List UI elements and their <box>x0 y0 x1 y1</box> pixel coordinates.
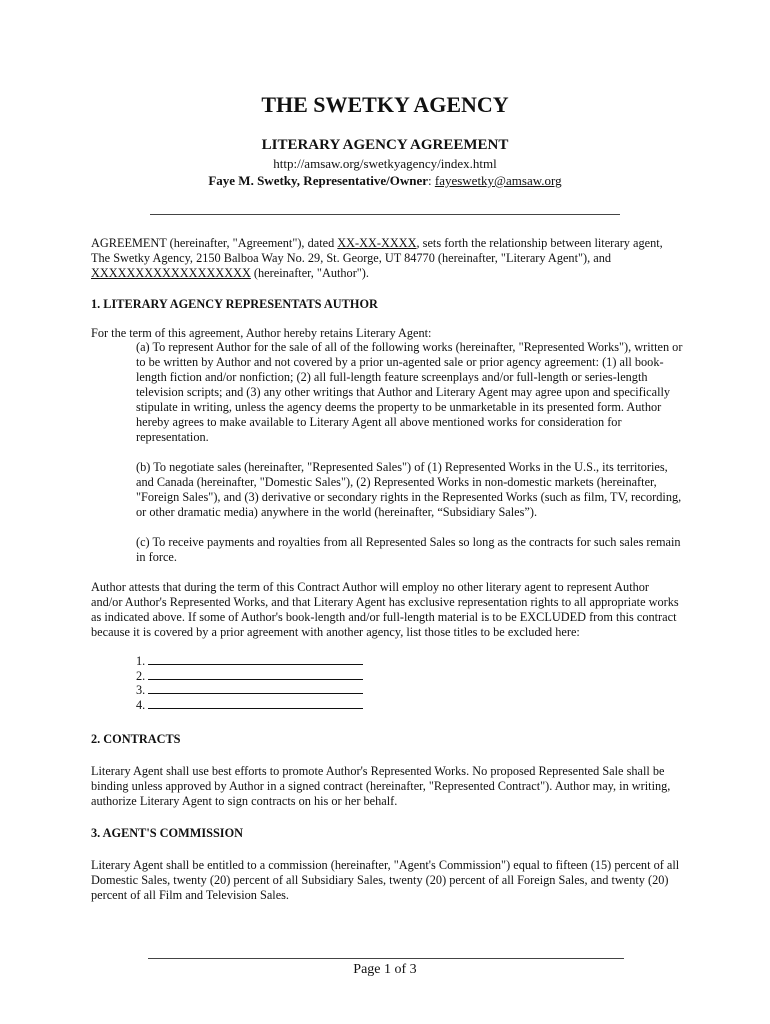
page-number: Page 1 of 3 <box>353 962 417 977</box>
intro-text-1: AGREEMENT (hereinafter, "Agreement"), dated <box>91 236 338 250</box>
attestation-paragraph: Author attests that during the term of this Contract Author will employ no other literary agent to represent Author and/or Author's Represented Works, and that Literary Agent has exclusive representation rights to all appropriate works as indicated above. If some of Author's book-length and/or full-length material is to be EXCLUDED from this contract because it is covered by a prior agreement with another agency, list those titles to be excluded here: <box>91 580 679 639</box>
excluded-title-3: 3. <box>136 683 363 698</box>
section-1-lead: For the term of this agreement, Author hereby retains Literary Agent: <box>91 326 432 340</box>
agreement-date: XX-XX-XXXX <box>337 236 417 250</box>
section-3-heading: 3. AGENT'S COMMISSION <box>91 826 244 840</box>
excluded-title-4: 4. <box>136 698 363 713</box>
title-blank-3[interactable] <box>148 683 363 694</box>
author-name: XXXXXXXXXXXXXXXXXX <box>91 266 251 280</box>
intro-text-3: (hereinafter, "Author"). <box>250 266 369 280</box>
excluded-titles-list <box>136 654 363 712</box>
owner-separator: : <box>427 173 435 188</box>
title-blank-4[interactable] <box>148 698 363 709</box>
document-title: LITERARY AGENCY AGREEMENT <box>261 137 509 153</box>
header-divider <box>150 214 620 215</box>
footer-divider <box>148 958 624 959</box>
owner-name: Faye M. Swetky, Representative/Owner <box>208 173 428 188</box>
clause-a: (a) To represent Author for the sale of all of the following works (hereinafter, "Represented Works"), written or to be written by Author and not covered by a prior un-agented sale or prior agency agreement: (1) all book-length fiction and/or nonfiction; (2) all full-length feature screenplays and/or full-length or series-length television scripts; and (3) any other writings that Author and Literary Agent may agree upon and specifically stipulate in writing, unless the agency deems the property to be unmarketable in its presented form. Author hereby agrees to make available to Literary Agent all above mentioned works for consideration for representation. <box>136 340 683 444</box>
intro-paragraph <box>91 236 683 281</box>
clause-c: (c) To receive payments and royalties from all Represented Sales so long as the contracts for such sales remain in force. <box>136 535 681 564</box>
title-blank-2[interactable] <box>148 669 363 680</box>
clause-b: (b) To negotiate sales (hereinafter, "Represented Sales") of (1) Represented Works in the U.S., its territories, and Canada (hereinafter, "Domestic Sales"), (2) Represented Works in non-domestic markets (hereinafter, "Foreign Sales"), and (3) derivative or secondary rights in the Represented Works (such as film, TV, recording, or other dramatic media) anywhere in the world (hereinafter, “Subsidiary Sales”). <box>136 460 682 519</box>
agency-url: http://amsaw.org/swetkyagency/index.html <box>273 156 497 171</box>
title-blank-1[interactable] <box>148 654 363 665</box>
excluded-title-2: 2. <box>136 669 363 684</box>
section-1-heading: 1. LITERARY AGENCY REPRESENTATS AUTHOR <box>91 297 378 311</box>
owner-line <box>0 173 770 189</box>
section-2-heading: 2. CONTRACTS <box>91 732 181 746</box>
owner-email-link[interactable]: fayeswetky@amsaw.org <box>434 173 562 188</box>
section-3-body: Literary Agent shall be entitled to a commission (hereinafter, "Agent's Commission") equal to fifteen (15) percent of all Domestic Sales, twenty (20) percent of all Subsidiary Sales, twenty (20) percent of all Foreign Sales, and twenty (20) percent of all Film and Television Sales. <box>91 858 680 902</box>
excluded-title-1: 1. <box>136 654 363 669</box>
section-2-body: Literary Agent shall use best efforts to promote Author's Represented Works. No proposed Represented Sale shall be binding unless approved by Author in a signed contract (hereinafter, "Represented Contract"). Author may, in writing, authorize Literary Agent to sign contracts on his or her behalf. <box>91 764 671 808</box>
intro-text-2: , sets forth the relationship between literary agent, The Swetky Agency, 2150 Balboa Way No. 29, St. George, UT 84770 (hereinafter, "Literary Agent"), and <box>91 236 663 265</box>
agency-title: THE SWETKY AGENCY <box>261 92 509 117</box>
